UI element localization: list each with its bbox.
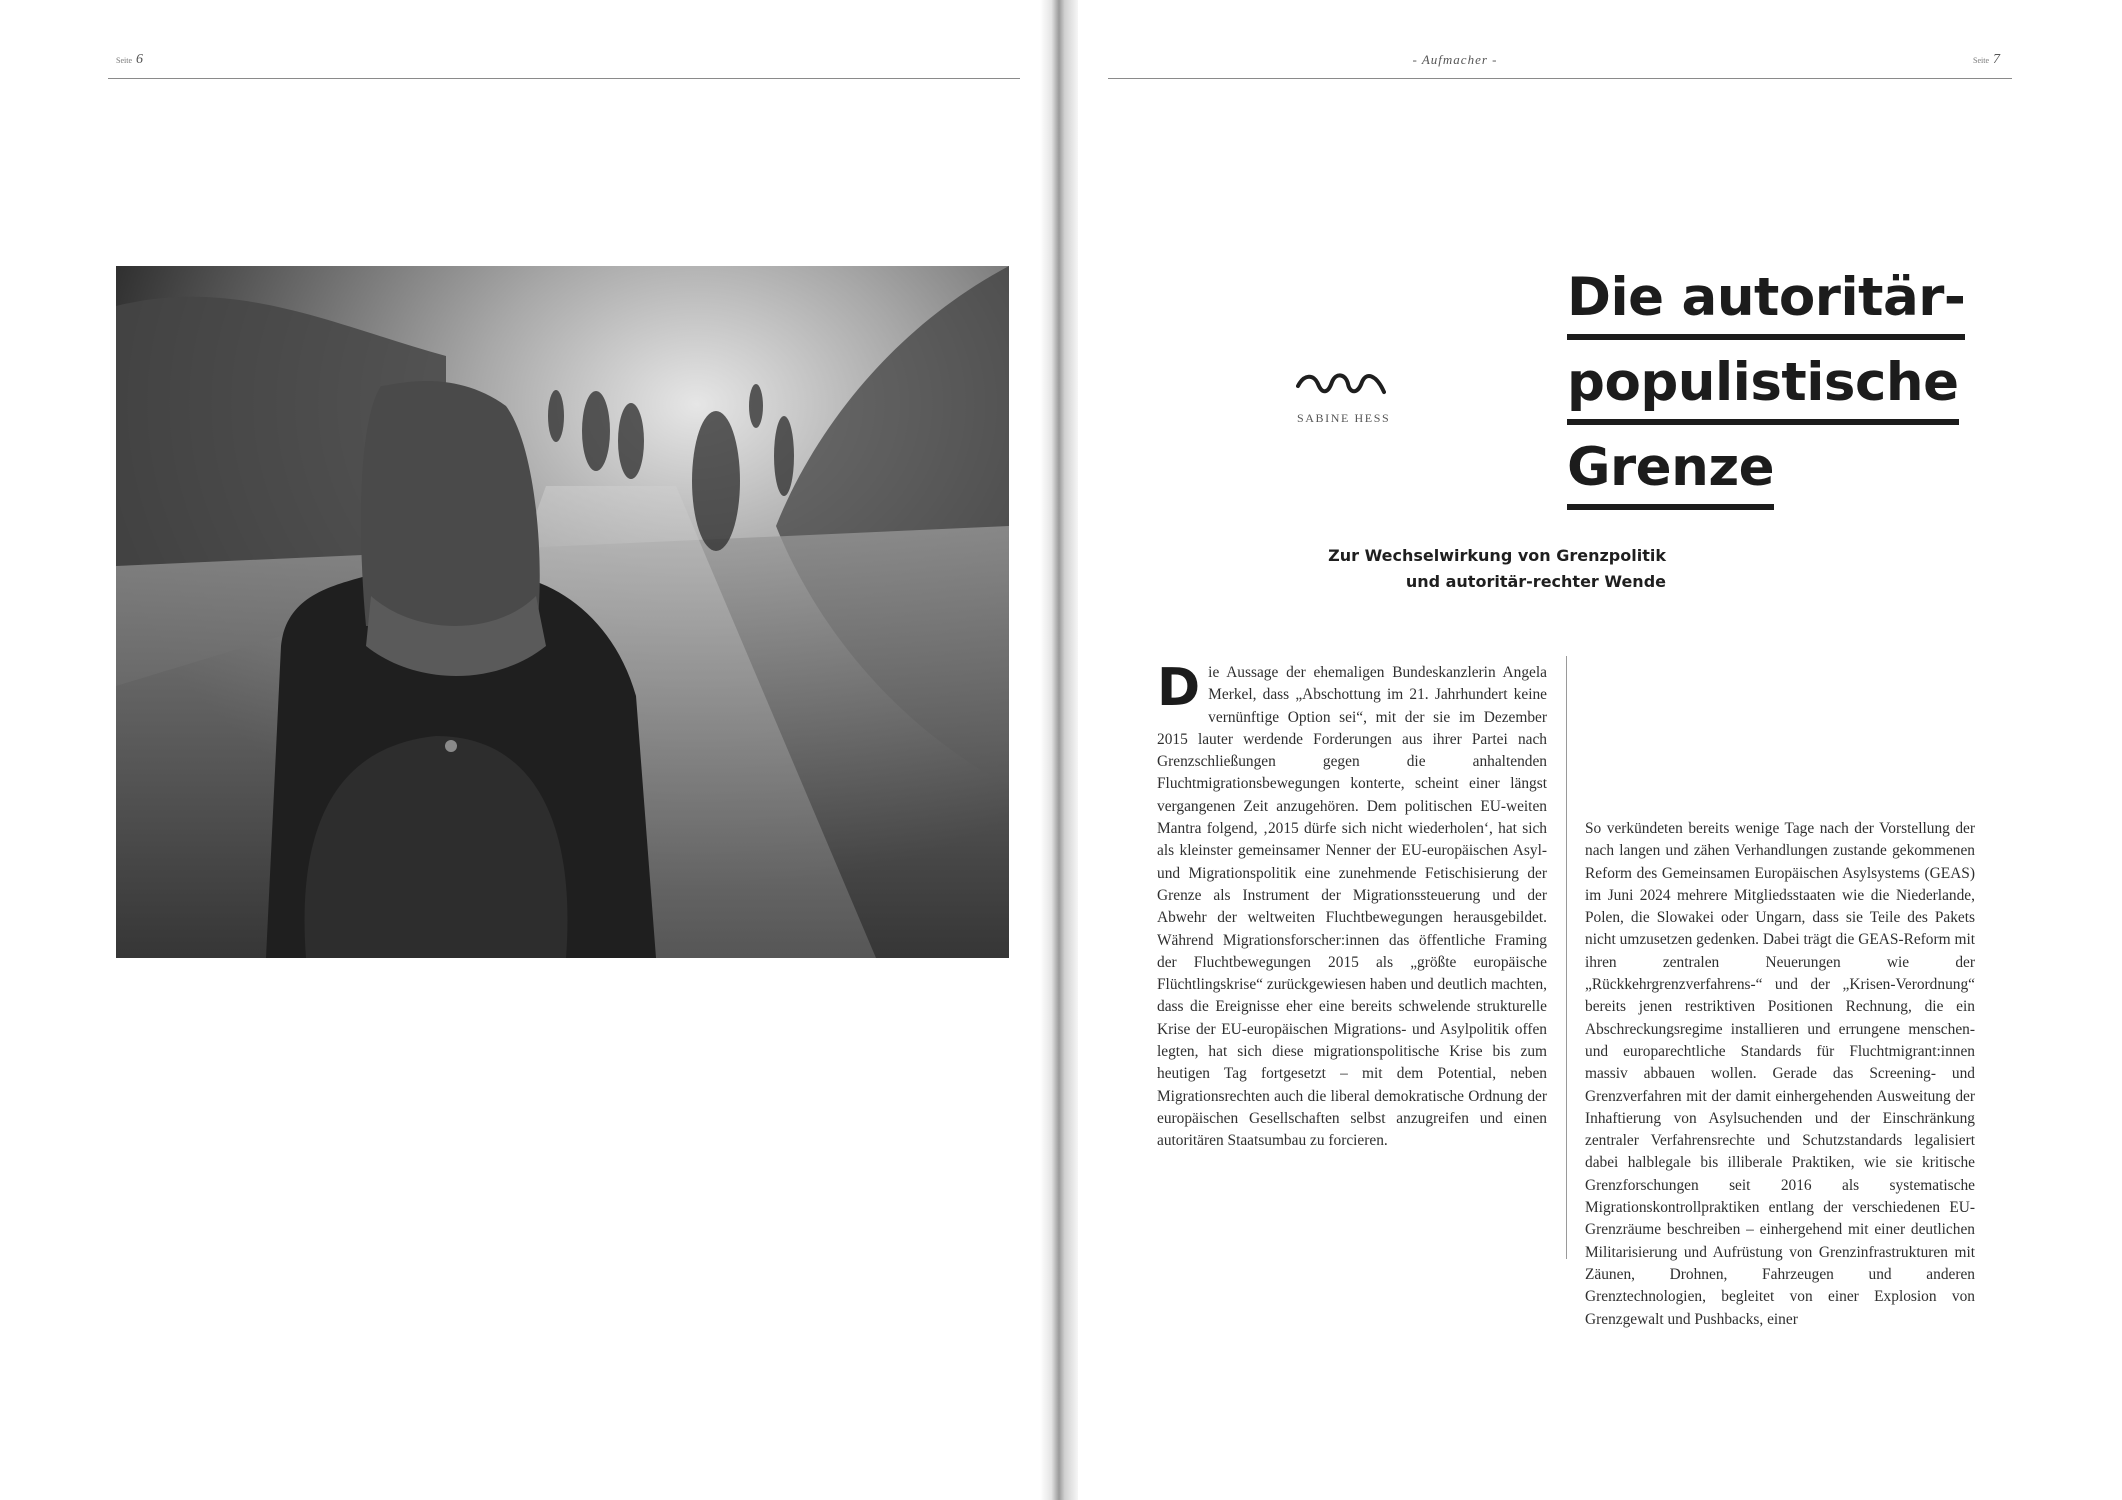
column-rule [1566, 656, 1567, 1259]
subtitle-line-2: und autoritär-rechter Wende [1405, 572, 1666, 591]
author-signature [1296, 368, 1386, 402]
column-1-text: ie Aussage der ehemaligen Bundeskanzlerin Angela Merkel, dass „Abschottung im 21. Jahrhundert keine vernünftige Option sei“, mit der sie im Dezember 2015 lauter werdende Forderungen aus ihrer Partei nach Grenzschließungen gegen die anhaltenden Fluchtmigrationsbewegungen konterte, scheint einer längst vergangenen Zeit anzugehören. Dem politischen EU-weiten Mantra folgend, ‚2015 dürfe sich nicht wiederholen‘, hat sich als kleinster gemeinsamer Nenner der EU-europäischen Asyl- und Migrationspolitik eine zunehmende Fetischisierung der Grenze als Instrument der Migrationssteuerung und der Abwehr der weltweiten Fluchtbewegungen herausgebildet. Während Migrationsforscher:innen das öffentliche Framing der Fluchtbewegungen 2015 als „größte europäische Flüchtlingskrise“ zurückgewiesen haben und deutlich machten, dass die Ereignisse eher eine bereits schwelende strukturelle Krise der EU-europäischen Migrations- und Asylpolitik offen legten, hat sich diese migrationspolitische Krise bis zum heutigen Tag fortgesetzt – mit dem Potential, neben Migrationsrechten auch die liberal demokratische Ordnung der europäischen Gesellschaften selbst anzugreifen und einen autoritären Staatsumbau zu forcieren. [1157, 664, 1547, 1150]
author-name: SABINE HESS [1297, 411, 1391, 425]
article-subtitle [1328, 543, 1666, 595]
right-folio: Seite 7 [1973, 52, 2000, 67]
spine-gutter [1040, 0, 1078, 1500]
right-page [1078, 0, 2122, 1500]
section-name: - Aufmacher - [1412, 52, 1498, 67]
body-column-1 [1157, 658, 1547, 1153]
left-header-rule [108, 78, 1020, 79]
body-column-2 [1585, 818, 1975, 1331]
article-photo [116, 266, 1009, 958]
title-line-1: Die autoritär- [1567, 266, 1965, 340]
photo-illustration [116, 266, 1009, 958]
title-line-3: Grenze [1567, 436, 1774, 510]
left-page-number: 6 [136, 52, 143, 67]
right-header-rule [1108, 78, 2012, 79]
title-line-2: populistische [1567, 351, 1959, 425]
drop-cap: D [1157, 658, 1201, 718]
subtitle-line-1: Zur Wechselwirkung von Grenzpolitik [1328, 546, 1666, 565]
left-page [0, 0, 1040, 1500]
column-2-text: So verkündeten bereits wenige Tage nach der Vorstellung der nach langen und zähen Verhandlungen zustande gekommenen Reform des Gemeinsamen Europäischen Asylsystems (GEAS) im Juni 2024 mehrere Mitgliedsstaaten wie die Niederlande, Polen, die Slowakei oder Ungarn, dass sie Teile des Pakets nicht umzusetzen gedenken. Dabei trägt die GEAS-Reform mit ihren zentralen Neuerungen wie der „Rückkehrgrenzverfahrens-“ und der „Krisen-Verordnung“ bereits jenen restriktiven Positionen Rechnung, die ein Abschreckungsregime installieren und errungene menschen- und europarechtliche Standards für Fluchtmigrant:innen massiv abbauen wollen. Gerade das Screening- und Grenzverfahren mit der damit einhergehenden Ausweitung der Inhaftierung von Asylsuchenden und der Einschränkung zentraler Verfahrensrechte und Schutzstandards legalisiert dabei halblegale bis illiberale Praktiken, wie sie kritische Grenzforschungen seit 2016 als systematische Migrationskontrollpraktiken entlang der verschiedenen EU-Grenzräume beschreiben – einhergehend mit einer deutlichen Militarisierung und Aufrüstung von Grenzinfrastrukturen mit Zäunen, Drohnen, Fahrzeugen und anderen Grenztechnologien, begleitet von einer Explosion von Grenzgewalt und Pushbacks, einer [1585, 820, 1975, 1328]
right-page-number: 7 [1993, 52, 2000, 67]
left-folio: Seite 6 [116, 52, 143, 67]
